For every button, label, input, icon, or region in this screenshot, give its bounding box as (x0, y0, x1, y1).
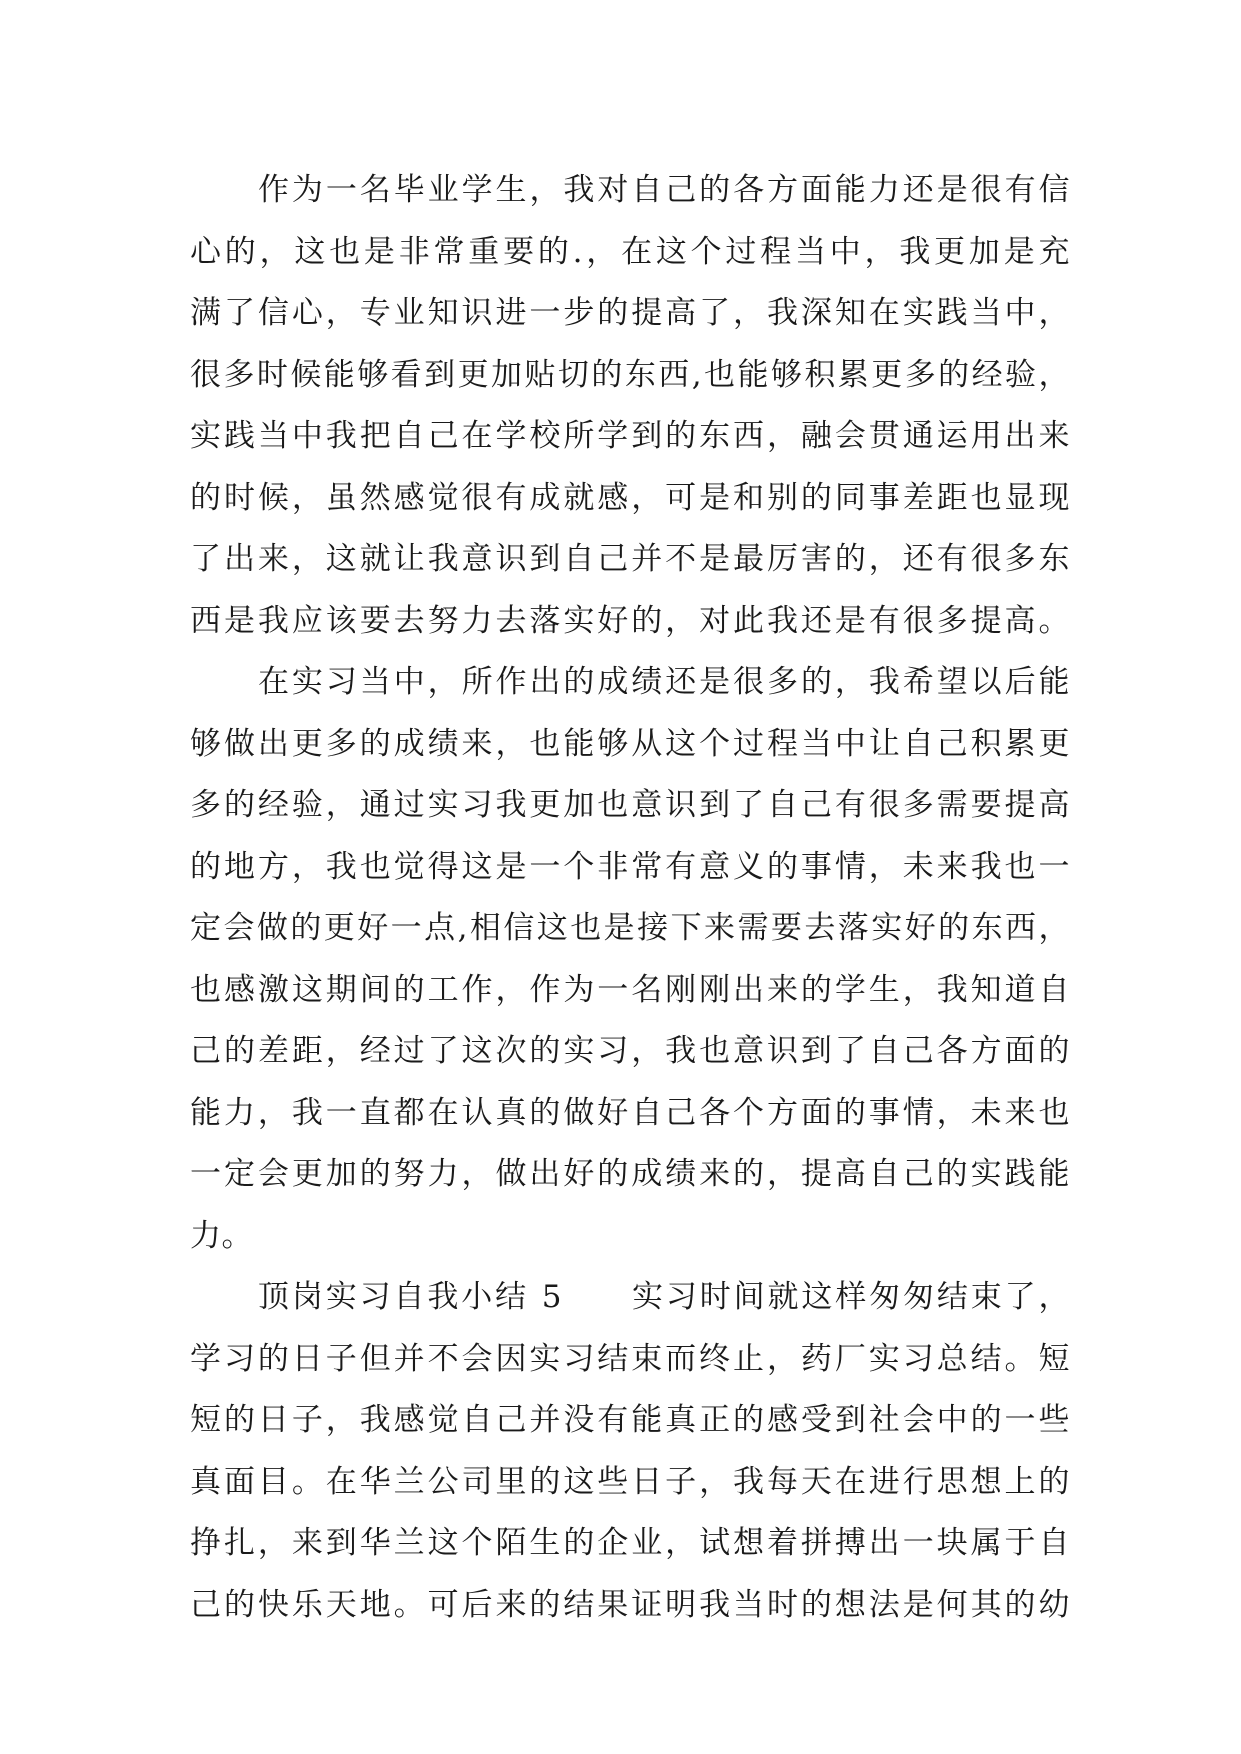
paragraph-line: 满了信心，专业知识进一步的提高了，我深知在实践当中， (190, 295, 1070, 331)
paragraph-line: 力。 (190, 1217, 253, 1254)
paragraph-line: 实践当中我把自己在学校所学到的东西，融会贯通运用出来 (190, 418, 1070, 454)
paragraph-line: 作为一名毕业学生，我对自己的各方面能力还是很有信 (258, 172, 1070, 208)
paragraph-line: 够做出更多的成绩来，也能够从这个过程当中让自己积累更 (190, 725, 1070, 762)
body-text (190, 160, 1070, 1636)
paragraph-line: 在实习当中，所作出的成绩还是很多的，我希望以后能 (258, 664, 1070, 700)
paragraph-line: 的时候，虽然感觉很有成就感，可是和别的同事差距也显现 (190, 479, 1070, 516)
paragraph-line: 的地方，我也觉得这是一个非常有意义的事情，未来我也一 (190, 848, 1070, 885)
paragraph-line: 一定会更加的努力，做出好的成绩来的，提高自己的实践能 (190, 1156, 1070, 1192)
paragraph-line: 了出来，这就让我意识到自己并不是最厉害的，还有很多东 (190, 541, 1070, 577)
paragraph-line: 能力，我一直都在认真的做好自己各个方面的事情，未来也 (190, 1094, 1070, 1131)
paragraph-line: 心的，这也是非常重要的.，在这个过程当中，我更加是充 (190, 233, 1070, 270)
paragraph-line: 很多时候能够看到更加贴切的东西,也能够积累更多的经验， (190, 356, 1070, 393)
paragraph-line: 也感激这期间的工作，作为一名刚刚出来的学生，我知道自 (190, 971, 1070, 1008)
paragraph-line: 己的快乐天地。可后来的结果证明我当时的想法是何其的幼 (190, 1586, 1070, 1623)
paragraph-line: 短的日子，我感觉自己并没有能真正的感受到社会中的一些 (190, 1402, 1070, 1438)
section-heading-line: 顶岗实习自我小结 5 实习时间就这样匆匆结束了， (258, 1279, 1070, 1315)
paragraph-line: 学习的日子但并不会因实习结束而终止，药厂实习总结。短 (190, 1340, 1070, 1377)
paragraph-line: 真面目。在华兰公司里的这些日子，我每天在进行思想上的 (190, 1463, 1070, 1500)
paragraph-line: 定会做的更好一点,相信这也是接下来需要去落实好的东西， (190, 910, 1070, 946)
paragraph-line: 挣扎，来到华兰这个陌生的企业，试想着拼搏出一块属于自 (190, 1525, 1070, 1561)
paragraph-line: 多的经验，通过实习我更加也意识到了自己有很多需要提高 (190, 787, 1070, 823)
paragraph-line: 己的差距，经过了这次的实习，我也意识到了自己各方面的 (190, 1033, 1070, 1069)
paragraph-line: 西是我应该要去努力去落实好的，对此我还是有很多提高。 (190, 602, 1070, 639)
